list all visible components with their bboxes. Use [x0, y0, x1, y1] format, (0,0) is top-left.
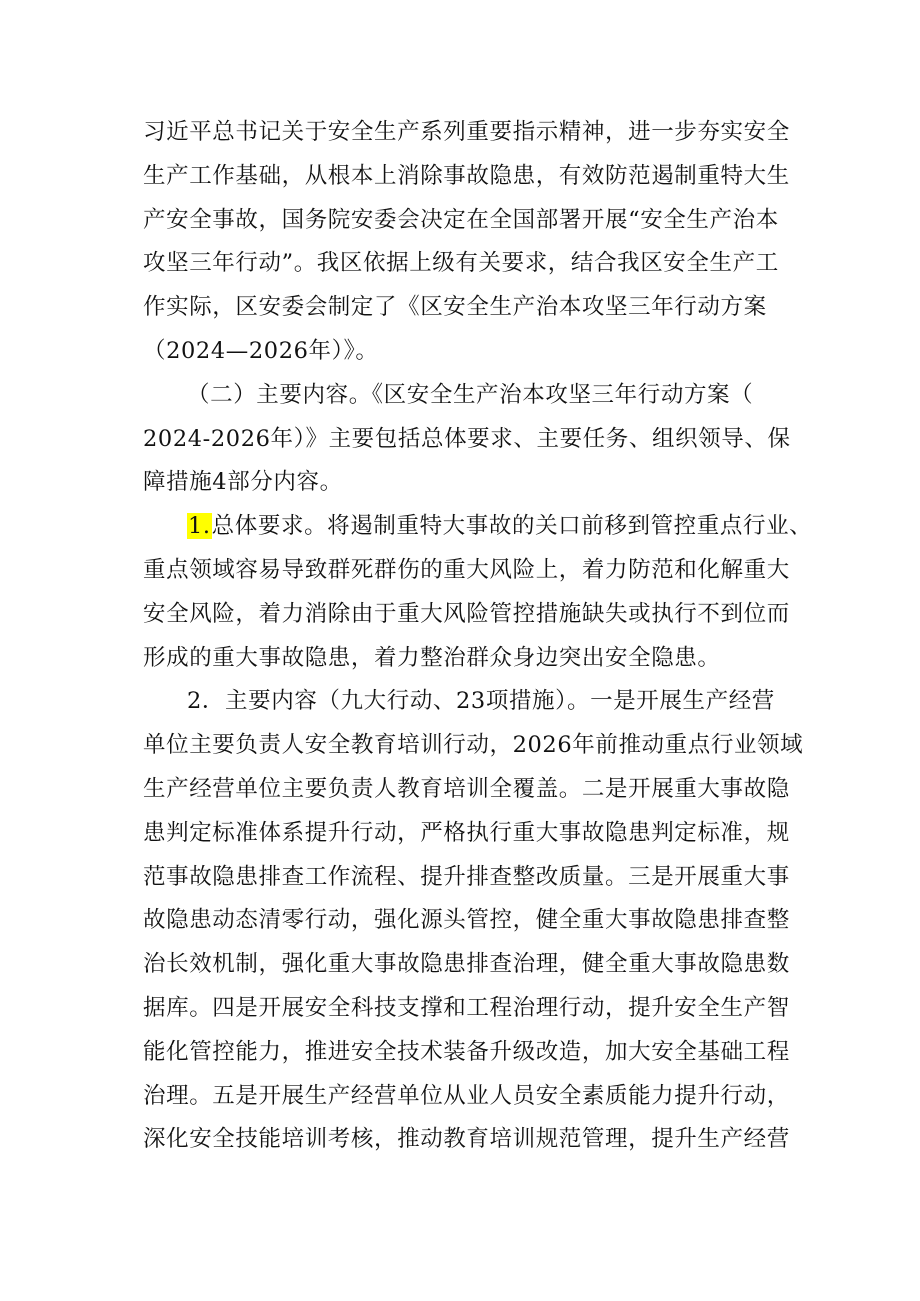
text-line: 生产经营单位主要负责人教育培训全覆盖。二是开展重大事故隐 — [143, 775, 790, 802]
text-line: 形成的重大事故隐患，着力整治群众身边突出安全隐患。 — [143, 644, 721, 671]
text-line: 2024-2026年）》主要包括总体要求、主要任务、组织领导、保 — [143, 425, 791, 452]
item-1-text: 总体要求。将遏制重特大事故的关口前移到管控重点行业、 — [211, 513, 813, 540]
text-line: 单位主要负责人安全教育培训行动，2026年前推动重点行业领域 — [143, 732, 804, 759]
text-line: （2024—2026年）》。 — [143, 337, 379, 364]
text-line: 攻坚三年行动”。我区依据上级有关要求，结合我区安全生产工 — [143, 250, 779, 277]
text-line: 产安全事故，国务院安委会决定在全国部署开展“安全生产治本 — [143, 206, 779, 233]
text-line: 据库。四是开展安全科技支撑和工程治理行动，提升安全生产智 — [143, 994, 790, 1021]
text-line: 安全风险，着力消除由于重大风险管控措施缺失或执行不到位而 — [143, 600, 790, 627]
section-heading-line: （二）主要内容。《区安全生产治本攻坚三年行动方案（ — [187, 381, 754, 408]
text-line: 范事故隐患排查工作流程、提升排查整改质量。三是开展重大事 — [143, 863, 790, 890]
text-line: 治理。五是开展生产经营单位从业人员安全素质能力提升行动， — [143, 1082, 790, 1109]
text-line: 患判定标准体系提升行动，严格执行重大事故隐患判定标准，规 — [143, 819, 790, 846]
document-body — [143, 111, 813, 1162]
text-line: 习近平总书记关于安全生产系列重要指示精神，进一步夯实安全 — [143, 119, 790, 145]
item-1-line — [143, 505, 813, 549]
item-2-line: 2．主要内容（九大行动、23项措施）。一是开展生产经营 — [187, 688, 775, 715]
text-line: 生产工作基础，从根本上消除事故隐患，有效防范遏制重特大生 — [143, 162, 790, 189]
text-line: 深化安全技能培训考核，推动教育培训规范管理，提升生产经营 — [143, 1126, 790, 1153]
text-line: 能化管控能力，推进安全技术装备升级改造，加大安全基础工程 — [143, 1038, 790, 1065]
text-line: 治长效机制，强化重大事故隐患排查治理，健全重大事故隐患数 — [143, 951, 790, 978]
text-line: 故隐患动态清零行动，强化源头管控，健全重大事故隐患排查整 — [143, 907, 790, 934]
text-line: 作实际，区安委会制定了《区安全生产治本攻坚三年行动方案 — [143, 294, 767, 321]
text-line: 障措施4部分内容。 — [143, 469, 343, 496]
text-line: 重点领域容易导致群死群伤的重大风险上，着力防范和化解重大 — [143, 556, 790, 583]
highlighted-item-number: 1. — [188, 513, 211, 540]
